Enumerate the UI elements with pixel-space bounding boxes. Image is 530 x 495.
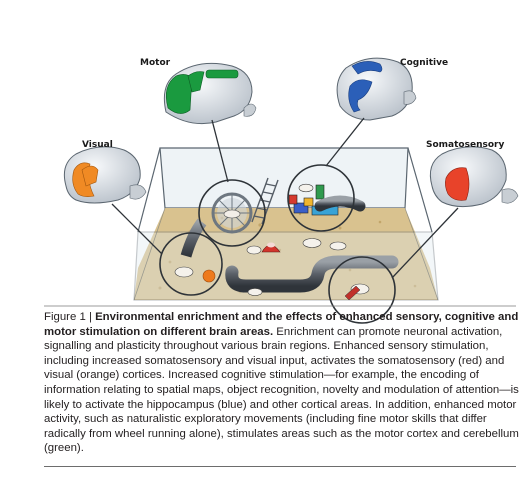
running-wheel [213,194,251,232]
visual-label: Visual [82,140,113,150]
motor-brain [164,63,256,123]
caption-title: Environmental enrichment and the effects of enhanced sensory, cognitive and motor stimulation on different brain areas. [44,311,519,338]
visual-brain [64,147,146,203]
cognitive-label: Cognitive [400,58,449,68]
figure-caption [44,310,522,456]
somatosensory-brain [430,147,518,207]
figure-number: Figure 1 | [44,311,96,323]
somatosensory-label: Somatosensory [426,140,505,150]
caption-bottom-rule [44,466,516,467]
orange-ball [203,270,215,282]
motor-label: Motor [140,58,171,68]
caption-body: Enrichment can promote neuronal activation, signalling and plasticity throughout various brain regions. Enhanced sensory stimulation, including increased somatosensory and visual input, activates the somatosensory (red) and visual (orange) cortices. Increased cognitive stimulation—for example, the encoding of information relating to spatial maps, object recognition, novelty and modulation of attention—is likely to activate the hippocampus (blue) and other cortical areas. In addition, enhanced motor activity, such as naturalistic exploratory movements (including fine motor skills that differ radically from wheel running alone), stimulates areas such as the motor cortex and cerebellum (green). [44,325,519,455]
